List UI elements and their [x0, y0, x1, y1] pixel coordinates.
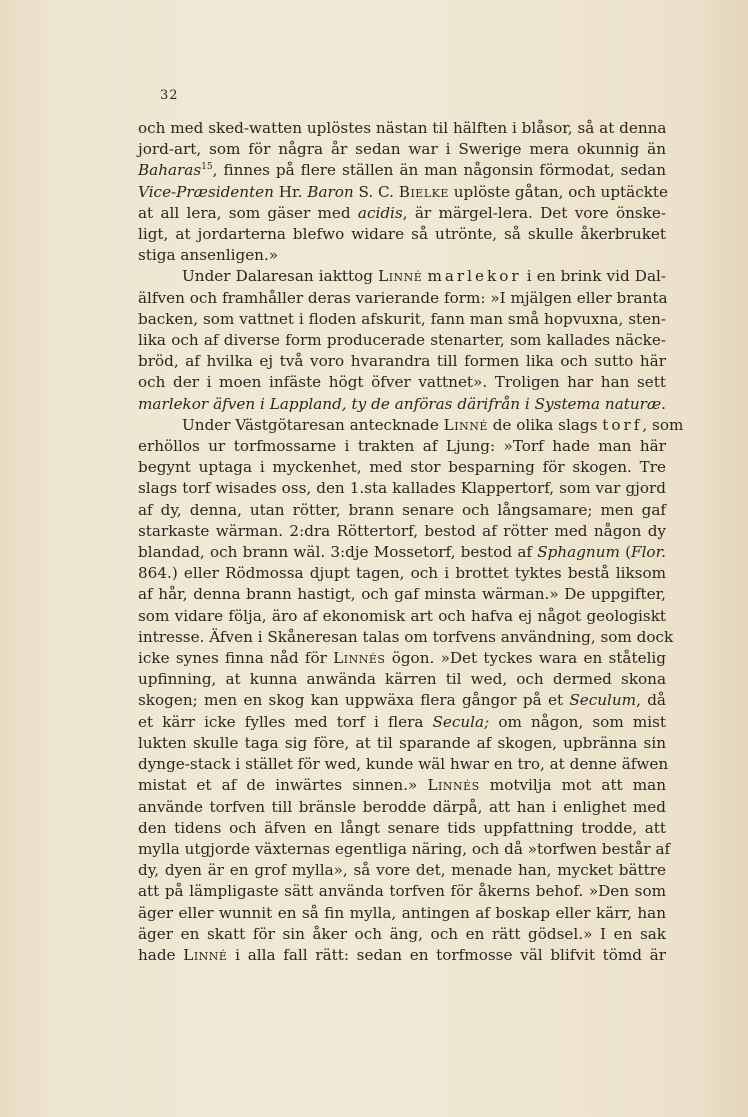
text-line: och der i moen infäste högt öfver vattnet». Troligen har han sett	[138, 373, 666, 392]
text-line: dynge-stack i stället för wed, kunde wäl hwar en tro, at denne äfwen	[138, 755, 669, 774]
text-line: hade Linné i alla fall rätt: sedan en torfmosse väl blifvit tömd är	[138, 945, 666, 964]
text-line: stiga ansenligen.»	[138, 246, 279, 265]
text-line: mylla utgjorde växternas egentliga näring, och då »torfwen består af	[138, 839, 671, 858]
text-line: Under Västgötaresan antecknade Linné de olika slags torf, som	[182, 415, 684, 434]
text-line: 864.) eller Rödmossa djupt tagen, och i brottet tyktes bestå liksom	[138, 564, 666, 583]
text-line: blandad, och brann wäl. 3:dje Mossetorf, bestod af Sphagnum (Flor.	[138, 543, 666, 562]
text-line: icke synes finna nåd för Linnés ögon. »Det tyckes wara en ståtelig	[138, 649, 667, 668]
text-line: slags torf wisades oss, den 1.sta kallades Klappertorf, som var gjord	[138, 479, 666, 498]
text-line: marlekor äfven i Lappland, ty de anföras därifrån i Systema naturæ.	[138, 394, 666, 413]
text-line: ligt, at jordarterna blefwo widare så utrönte, så skulle åkerbruket	[138, 225, 666, 244]
text-line: intresse. Äfven i Skåneresan talas om torfvens användning, som dock	[138, 627, 674, 646]
text-line: af hår, denna brann hastigt, och gaf minsta wärman.» De uppgifter,	[138, 585, 666, 604]
text-line: och med sked-watten uplöstes nästan til hälften i blåsor, så at denna	[138, 119, 667, 137]
text-line: et kärr icke fylles med torf i flera Secula; om någon, som mist	[138, 712, 666, 731]
text-line: som vidare följa, äro af ekonomisk art och hafva ej något geologiskt	[138, 606, 666, 625]
text-line: jord-art, som för några år sedan war i Swerige mera okunnig än	[138, 140, 666, 159]
text-line: den tidens och äfven en långt senare tids uppfattning trodde, att	[138, 818, 666, 837]
text-line: lika och af diverse form producerade stenarter, som kallades näcke-	[138, 331, 666, 350]
text-line: äger eller wunnit en så fin mylla, antingen af boskap eller kärr, han	[138, 903, 666, 922]
text-line: skogen; men en skog kan uppwäxa flera gångor på et Seculum, då	[138, 691, 666, 710]
text-line: erhöllos ur torfmossarne i trakten af Ljung: »Torf hade man här	[138, 437, 666, 456]
body-text	[138, 118, 684, 966]
text-line: äger en skatt för sin åker och äng, och en rätt gödsel.» I en sak	[138, 924, 666, 943]
text-line: dy, dyen är en grof mylla», så vore det, menade han, mycket bättre	[138, 861, 666, 880]
text-line: af dy, denna, utan rötter, brann senare och långsamare; men gaf	[138, 500, 666, 519]
text-line: Under Dalaresan iakttog Linné marlekor i en brink vid Dal-	[182, 267, 667, 286]
text-line: Vice-Præsidenten Hr. Baron S. C. Bielke uplöste gåtan, och uptäckte	[138, 182, 669, 201]
text-line: att på lämpligaste sätt använda torfven för åkerns behof. »Den som	[138, 882, 666, 901]
text-line: at all lera, som gäser med acidis, är märgel-lera. Det vore önske-	[138, 203, 666, 222]
text-line: backen, som vattnet i floden afskurit, fann man små hopvuxna, sten-	[138, 309, 666, 328]
text-line: bröd, af hvilka ej två voro hvarandra till formen lika och sutto här	[138, 352, 666, 371]
text-line: starkaste wärman. 2:dra Röttertorf, bestod af rötter med någon dy	[138, 521, 666, 540]
text-line: Baharas$^{15}$, finnes på flere ställen än man någonsin förmodat, sedan	[138, 161, 666, 180]
text-line: begynt uptaga i myckenhet, med stor besparning för skogen. Tre	[138, 458, 666, 477]
text-line: upfinning, at kunna anwända kärren til wed, och dermed skona	[138, 670, 666, 689]
text-line: lukten skulle taga sig före, at til sparande af skogen, upbränna sin	[138, 733, 666, 752]
text-line: mistat et af de inwärtes sinnen.» Linnés motvilja mot att man	[138, 776, 667, 795]
page-number: 32	[160, 88, 179, 103]
text-line: älfven och framhåller deras varierande form: »I mjälgen eller branta	[138, 288, 668, 307]
text-line: använde torfven till bränsle berodde därpå, att han i enlighet med	[138, 797, 666, 816]
